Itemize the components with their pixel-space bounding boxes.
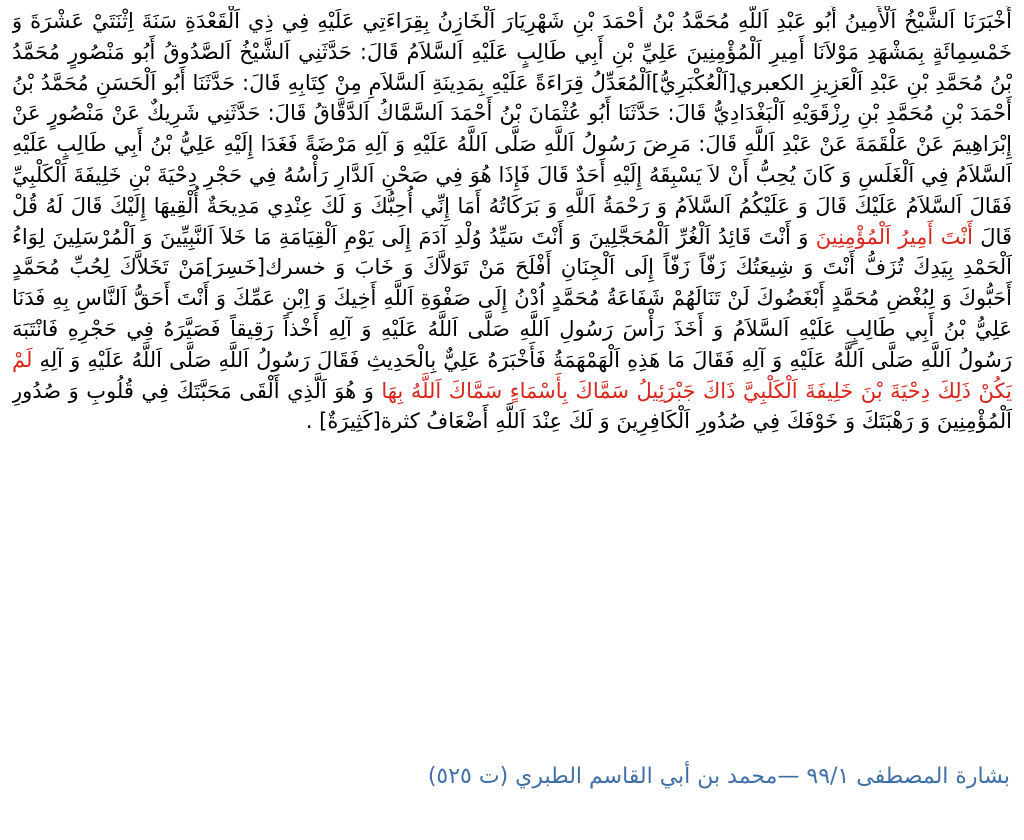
hadith-paragraph <box>12 6 1012 726</box>
paragraph-segment: أَخْبَرَنَا اَلشَّيْخُ اَلْأَمِينُ أَبُو عَبْدِ اَللَّهِ مُحَمَّدُ بْنُ أَحْمَدَ بْنِ شَهْرِيَارَ اَلْخَازِنُ بِقِرَاءَتِي عَلَيْهِ فِي ذِي اَلْقَعْدَةِ سَنَةَ اِثْنَتَيْ عَشْرَةَ وَ خَمْسِمِائَةٍ بِمَشْهَدِ مَوْلاَنَا أَمِيرِ اَلْمُؤْمِنِينَ عَلِيِّ بْنِ أَبِي طَالِبٍ عَلَيْهِ اَلسَّلاَمُ قَالَ: حَدَّثَنِي اَلشَّيْخُ اَلصَّدُوقُ أَبُو مَنْصُورٍ مُحَمَّدُ بْنُ مُحَمَّدِ بْنِ عَبْدِ اَلْعَزِيزِ الكعبري[اَلْعُكْبَرِيُّ]اَلْمُعَدِّلُ قِرَاءَةً عَلَيْهِ بِمَدِينَةِ اَلسَّلاَمِ مِنْ كِتَابِهِ قَالَ: حَدَّثَنَا أَبُو اَلْحَسَنِ مُحَمَّدُ بْنُ أَحْمَدَ بْنِ مُحَمَّدِ بْنِ رِزْقَوَيْهِ اَلْبَغْدَادِيُّ قَالَ: حَدَّثَنَا أَبُو عُثْمَانَ بْنُ أَحْمَدَ اَلسَّمَّاكُ اَلدَّقَّاقُ قَالَ: حَدَّثَنِي شَرِيكٌ عَنْ مَنْصُورٍ عَنْ إِبْرَاهِيمَ عَنْ عَلْقَمَةَ عَنْ عَبْدِ اَللَّهِ قَالَ: مَرِضَ رَسُولُ اَللَّهِ صَلَّى اَللَّهُ عَلَيْهِ وَ آلِهِ مَرْضَةً فَغَدَا إِلَيْهِ عَلِيُّ بْنُ أَبِي طَالِبٍ عَلَيْهِ اَلسَّلاَمُ فِي اَلْغَلَسِ وَ كَانَ يُحِبُّ أَنْ لاَ يَسْبِقَهُ إِلَيْهِ أَحَدٌ قَالَ فَإِذَا هُوَ فِي صَحْنِ اَلدَّارِ رَأْسُهُ فِي حَجْرِ دِحْيَةَ بْنِ خَلِيفَةَ اَلْكَلْبِيِّ فَقَالَ اَلسَّلاَمُ عَلَيْكَ قَالَ وَ عَلَيْكُمُ اَلسَّلاَمُ وَ رَحْمَةُ اَللَّهِ وَ بَرَكَاتُهُ أَمَا إِنِّي أُحِبُّكَ وَ لَكَ عِنْدِي مَدِيحَةٌ أُلْقِيهَا إِلَيْكَ قَالَ لَهُ قُلْ قَالَ <box>12 9 1012 249</box>
highlighted-phrase: لَمْ يَكُنْ ذَلِكَ دِحْيَةَ بْنَ خَلِيفَةَ اَلْكَلْبِيَّ ذَاكَ جَبْرَئِيلُ سَمَّاكَ بِأَسْمَاءٍ سَمَّاكَ اَللَّهُ بِهَا <box>12 347 1012 403</box>
highlighted-phrase: أَنْتَ أَمِيرُ اَلْمُؤْمِنِينَ <box>815 224 973 249</box>
source-citation: بشارة المصطفى ٩٩/١ —محمد بن أبي القاسم الطبري (ت ٥٢٥) <box>427 764 1010 789</box>
paragraph-segment: وَ أَنْتَ قَائِدُ اَلْغُرِّ اَلْمُحَجَّلِينَ وَ أَنْتَ سَيِّدُ وُلْدِ آدَمَ إِلَى يَوْمِ اَلْقِيَامَةِ مَا خَلاَ اَلنَّبِيِّينَ وَ اَلْمُرْسَلِينَ لِوَاءُ اَلْحَمْدِ بِيَدِكَ تُزَفُّ أَنْتَ وَ شِيعَتُكَ زَفّاً زَفّاً إِلَى اَلْجِنَانِ أَفْلَحَ مَنْ تَوَلاَّكَ وَ خَابَ وَ خسرك[خَسِرَ]مَنْ تَخَلاَّكَ لِحُبِّ مُحَمَّدٍ أَحَبُّوكَ وَ لِبُغْضِ مُحَمَّدٍ أَبْغَضُوكَ لَنْ تَنَالَهُمْ شَفَاعَةُ مُحَمَّدٍ اُدْنُ إِلَى صَفْوَةِ اَللَّهِ أَخِيكَ وَ اِبْنِ عَمِّكَ وَ أَنْتَ أَحَقُّ اَلنَّاسِ بِهِ فَدَنَا عَلِيُّ بْنُ أَبِي طَالِبٍ عَلَيْهِ اَلسَّلاَمُ وَ أَخَذَ رَأْسَ رَسُولِ اَللَّهِ صَلَّى اَللَّهُ عَلَيْهِ وَ آلِهِ أَخْذاً رَقِيقاً فَصَيَّرَهُ فِي حَجْرِهِ فَانْتَبَهَ رَسُولُ اَللَّهِ صَلَّى اَللَّهُ عَلَيْهِ وَ آلِهِ فَقَالَ مَا هَذِهِ اَلْهَمْهَمَةُ فَأَخْبَرَهُ عَلِيٌّ بِالْحَدِيثِ فَقَالَ رَسُولُ اَللَّهِ صَلَّى اَللَّهُ عَلَيْهِ وَ آلِهِ <box>12 224 1012 372</box>
paragraph-segment: وَ هُوَ اَلَّذِي أَلْقَى مَحَبَّتَكَ فِي قُلُوبِ وَ صُدُورِ اَلْمُؤْمِنِينَ وَ رَهْبَتَكَ وَ خَوْفَكَ فِي صُدُورِ اَلْكَافِرِينَ وَ لَكَ عِنْدَ اَللَّهِ أَضْعَافُ كثرة[كَثِيرَةٌ] . <box>12 378 1012 434</box>
